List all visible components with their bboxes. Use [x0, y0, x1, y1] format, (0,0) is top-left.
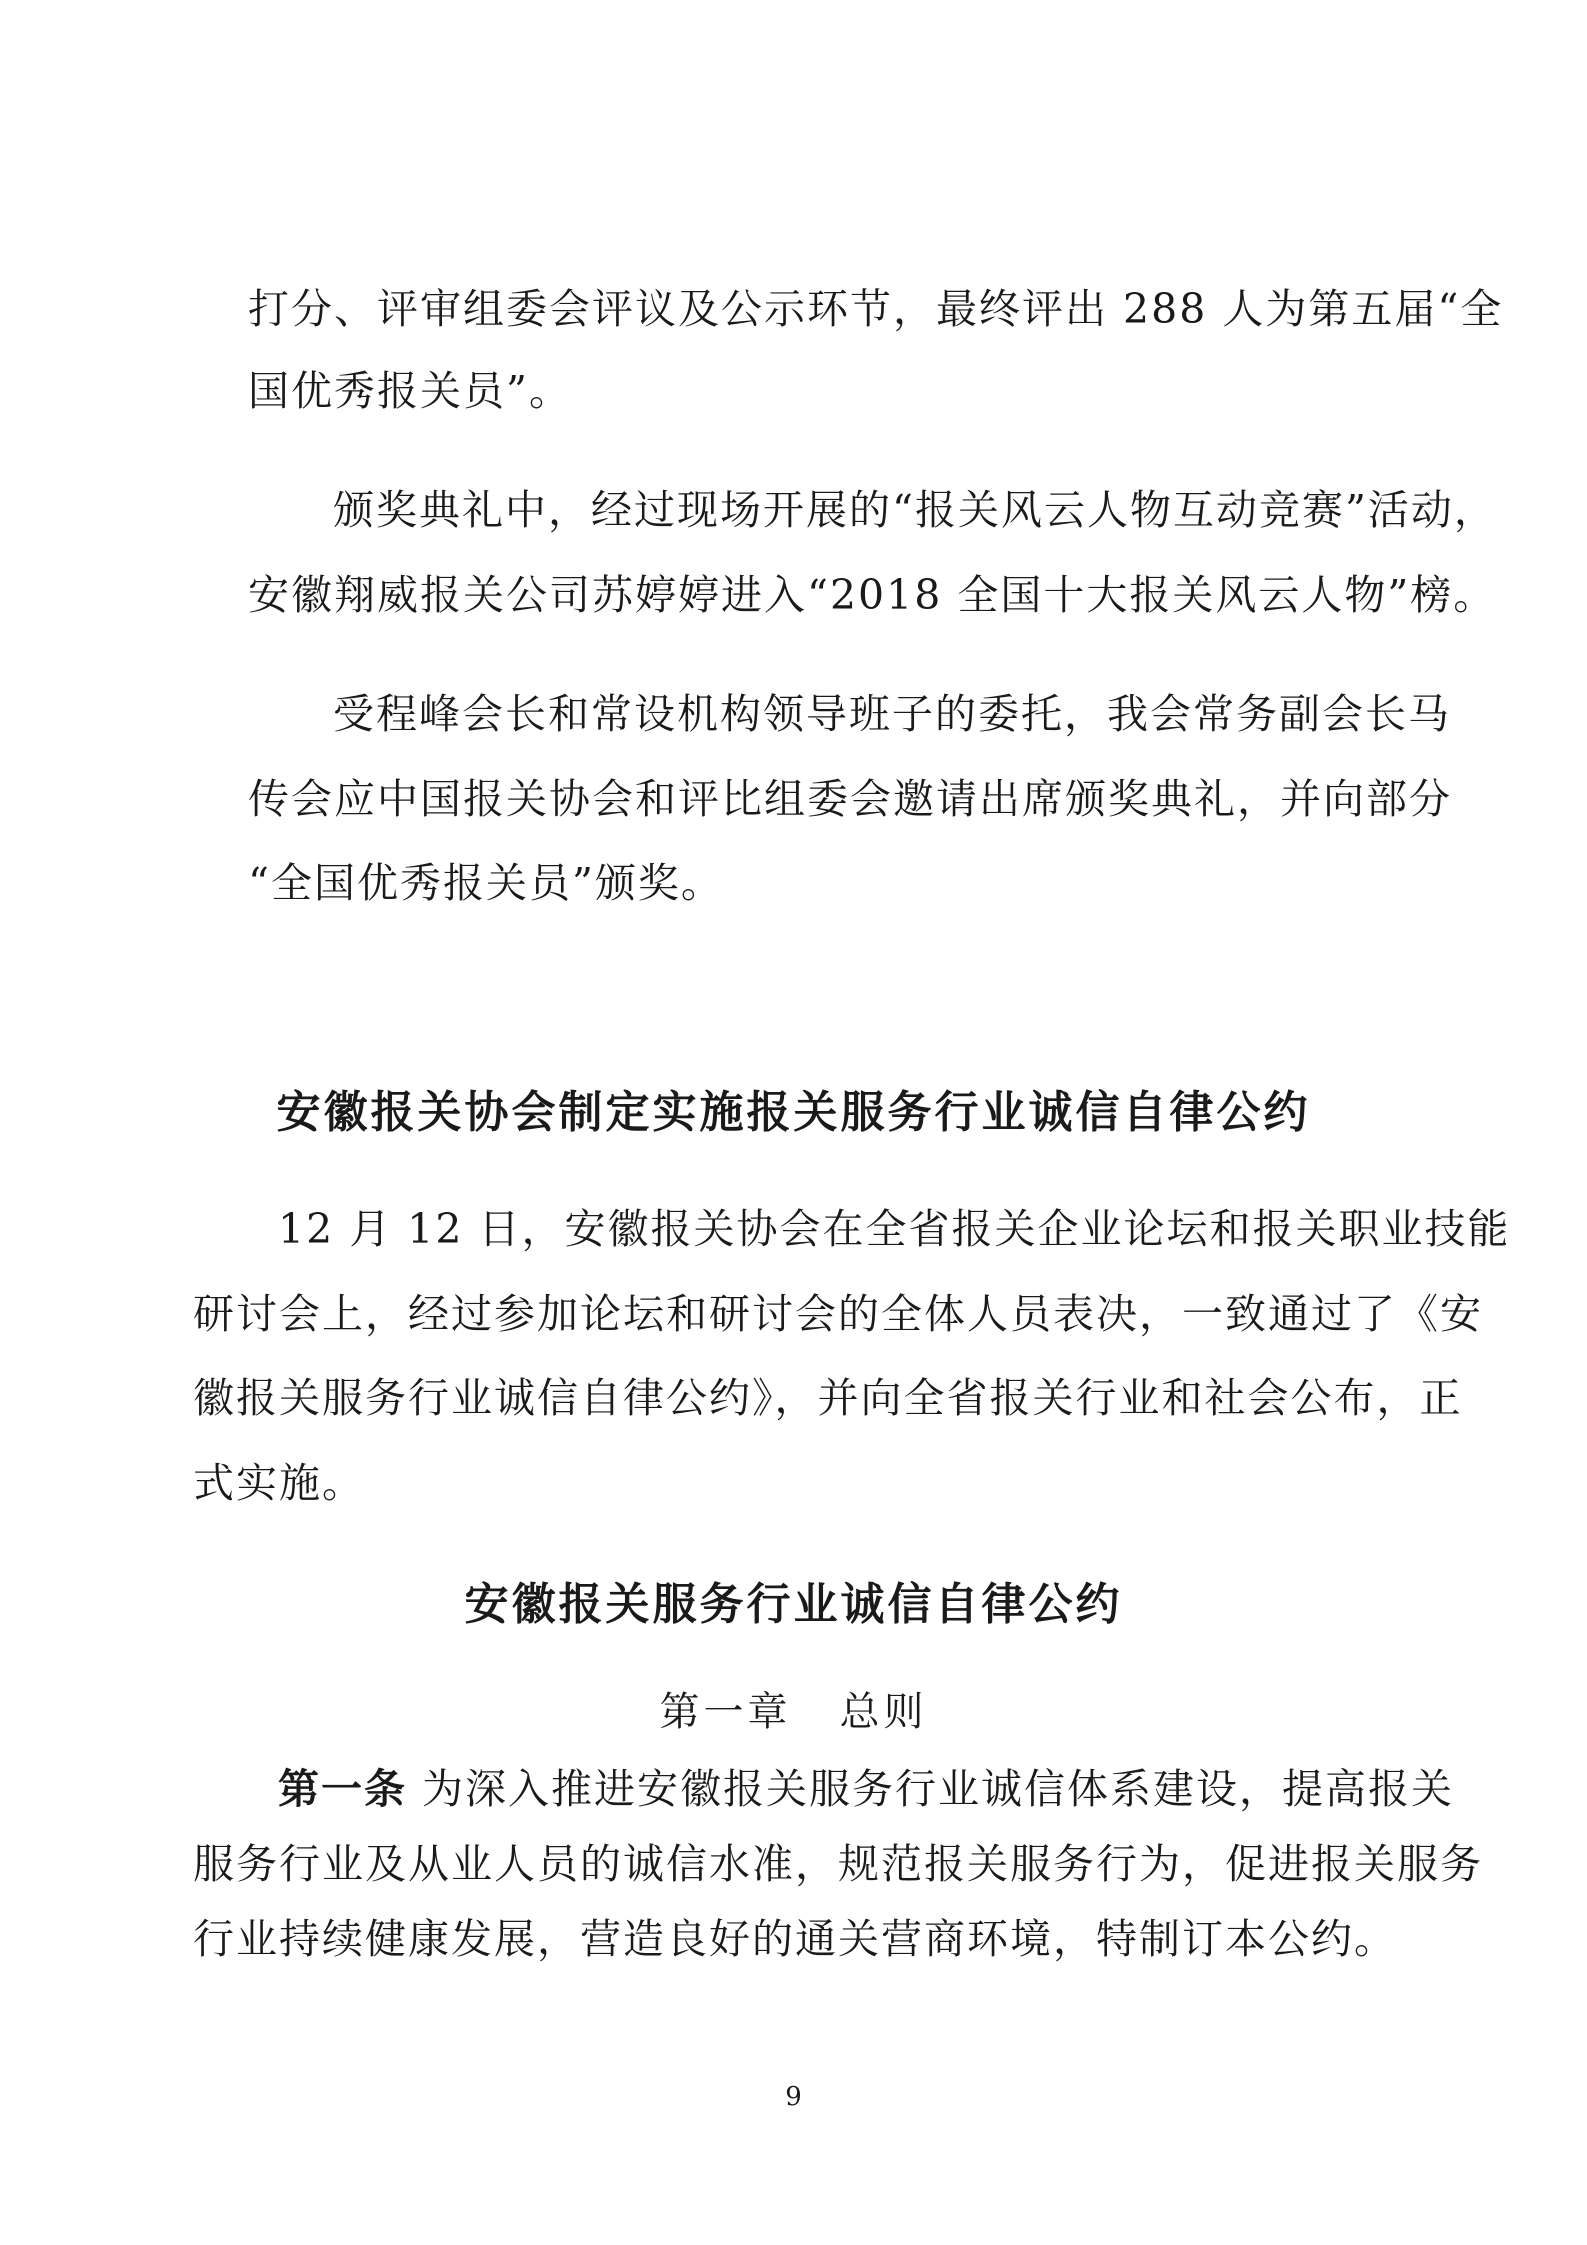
article-1-line-2: 服务行业及从业人员的诚信水准，规范报关服务行为，促进报关服务 — [193, 1840, 1483, 1888]
convention-title: 安徽报关服务行业诚信自律公约 — [464, 1579, 1123, 1630]
article-1-line-3: 行业持续健康发展，营造良好的通关营商环境，特制订本公约。 — [193, 1915, 1397, 1963]
paragraph-3-line-2: 传会应中国报关协会和评比组委会邀请出席颁奖典礼，并向部分 — [248, 775, 1452, 823]
article-1-line-1 — [278, 1761, 1454, 1817]
paragraph-2-line-2: 安徽翔威报关公司苏婷婷进入“2018 全国十大报关风云人物”榜。 — [248, 571, 1497, 619]
page-number: 9 — [785, 2082, 802, 2112]
article-1-label: 第一条 — [278, 1765, 407, 1813]
paragraph-1-line-2: 国优秀报关员”。 — [248, 367, 572, 415]
article-1-text-start: 为深入推进安徽报关服务行业诚信体系建设，提高报关 — [422, 1765, 1455, 1813]
paragraph-4-line-3: 徽报关服务行业诚信自律公约》，并向全省报关行业和社会公布，正 — [193, 1374, 1463, 1422]
paragraph-4-line-2: 研讨会上，经过参加论坛和研讨会的全体人员表决，一致通过了《安 — [193, 1290, 1483, 1338]
paragraph-4-line-4: 式实施。 — [193, 1459, 365, 1507]
paragraph-4-line-1: 12 月 12 日，安徽报关协会在全省报关企业论坛和报关职业技能 — [278, 1205, 1511, 1253]
chapter-heading — [0, 1684, 1587, 1740]
chapter-name: 总则 — [839, 1689, 928, 1735]
chapter-number: 第一章 — [659, 1689, 792, 1735]
paragraph-1-line-1: 打分、评审组委会评议及公示环节，最终评出 288 人为第五届“全 — [248, 285, 1504, 333]
paragraph-2-line-1: 颁奖典礼中，经过现场开展的“报关风云人物互动竞赛”活动， — [333, 486, 1497, 534]
section-title: 安徽报关协会制定实施报关服务行业诚信自律公约 — [276, 1087, 1311, 1138]
paragraph-3-line-3: “全国优秀报关员”颁奖。 — [248, 859, 724, 907]
paragraph-3-line-1: 受程峰会长和常设机构领导班子的委托，我会常务副会长马 — [333, 690, 1451, 738]
